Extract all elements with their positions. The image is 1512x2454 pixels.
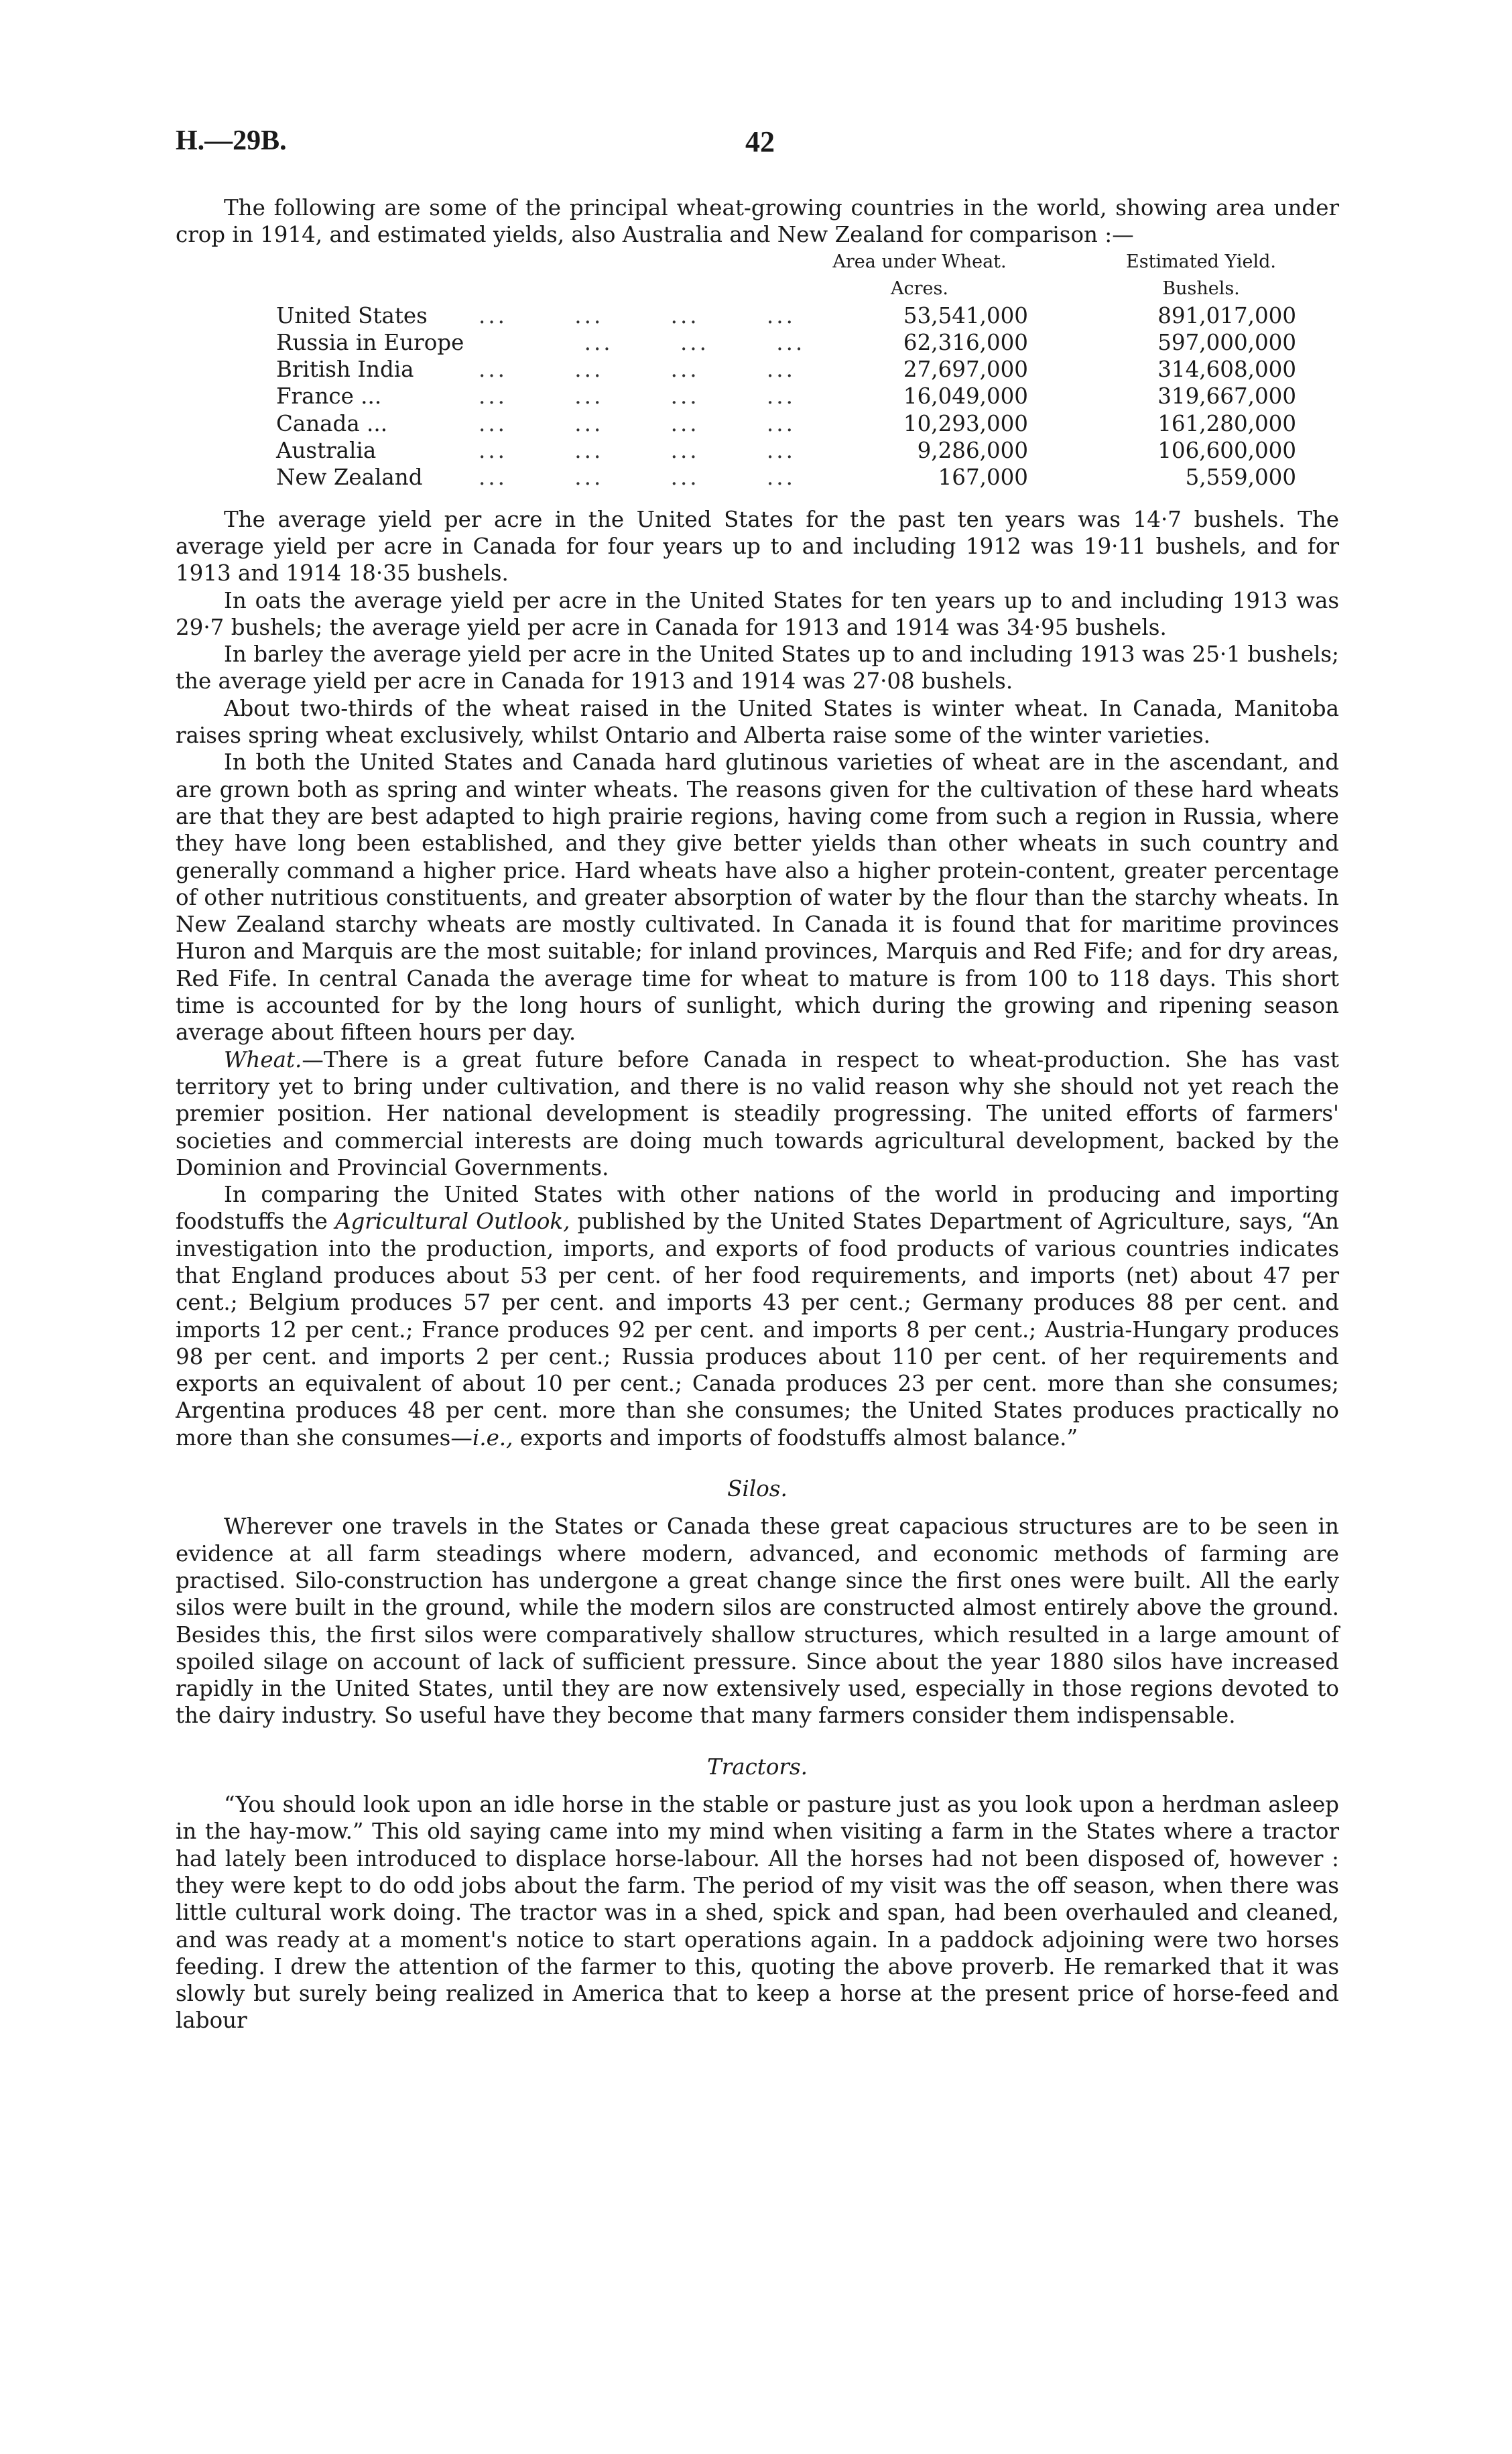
leader-dots: ... ... ... ... xyxy=(479,465,796,491)
table-row xyxy=(276,356,1296,383)
yield-cell: 5,559,000 xyxy=(1185,465,1296,491)
average-yield-paragraph: The average yield per acre in the United States for the past ten years was 14·7 bushels. The average yield per acre in Canada for four years up to and including 1912 was 19·11 bushels, and for 1913 and 1914 18·35 bushels. xyxy=(176,506,1339,587)
yield-cell: 314,608,000 xyxy=(1157,357,1296,383)
page-header xyxy=(176,125,1336,165)
area-unit-label: Acres. xyxy=(891,278,948,299)
acres-cell: 53,541,000 xyxy=(903,302,1028,328)
acres-cell: 9,286,000 xyxy=(917,438,1028,464)
country-cell: Canada ... xyxy=(276,410,388,436)
comparing-paragraph xyxy=(176,1181,1339,1451)
silos-paragraph: Wherever one travels in the States or Canada these great capacious structures are to be seen in evidence at all farm steadings where modern, advanced, and economic methods of farming are practised. Silo-construction has undergone a great change since the first ones were built. All the early silos were built in the ground, while the modern silos are constructed almost entirely above the ground. Besides this, the first silos were comparatively shallow structures, which resulted in a large amount of spoiled silage on account of lack of sufficient pressure. Since about the year 1880 silos have increased rapidly in the United States, until they are now extensively used, especially in those regions devoted to the dairy industry. So useful have they become that many farmers consider them indispensable. xyxy=(176,1514,1339,1729)
yield-cell: 597,000,000 xyxy=(1157,329,1296,355)
leader-dots: ... ... ... xyxy=(479,329,806,355)
yield-cell: 319,667,000 xyxy=(1157,383,1296,410)
comparing-text-part3: exports and imports of foodstuffs almost balance.” xyxy=(519,1424,1078,1451)
wheat-paragraph-text: —There is a great future before Canada in respect to wheat-production. She has vast territory yet to bring under cultivation, and there is no valid reason why she should not yet reach the premier position. Her national development is steadily progressing. The united efforts of farmers' societies and commercial interests are doing much towards agricultural development, backed by the Dominion and Provincial Governments. xyxy=(176,1046,1339,1180)
yield-heading-label: Estimated Yield. xyxy=(1126,251,1276,272)
area-heading-label: Area under Wheat. xyxy=(832,251,1007,272)
oats-paragraph: In oats the average yield per acre in the United States for ten years up to and including 1913 was 29·7 bushels; the average yield per acre in Canada for 1913 and 1914 was 34·95 bushels. xyxy=(176,587,1339,640)
tractors-paragraph: “You should look upon an idle horse in the stable or pasture just as you look upon a herdman asleep in the hay-mow.” This old saying came into my mind when visiting a farm in the States where a tractor had lately been introduced to displace horse-labour. All the horses had not been disposed of, however : they were kept to do odd jobs about the farm. The period of my visit was the off season, when there was little cultural work doing. The tractor was in a shed, spick and span, had been overhauled and cleaned, and was ready at a moment's notice to start operations again. In a paddock adjoining were two horses feeding. I drew the attention of the farmer to this, quoting the above proverb. He remarked that it was slowly but surely being realized in America that to keep a horse at the present price of horse-feed and labour xyxy=(176,1792,1339,2034)
intro-paragraph: The following are some of the principal wheat-growing countries in the world, showing area under crop in 1914, and estimated yields, also Australia and New Zealand for comparison :— xyxy=(176,195,1339,248)
acres-cell: 62,316,000 xyxy=(903,329,1028,355)
area-column-heading xyxy=(779,249,1060,302)
yield-unit-label: Bushels. xyxy=(1162,278,1240,299)
country-cell: British India xyxy=(276,357,414,383)
leader-dots: ... ... ... ... xyxy=(479,438,796,464)
ie-abbreviation: i.e., xyxy=(472,1424,513,1451)
table-column-headings xyxy=(176,249,1339,302)
leader-dots: ... ... ... ... xyxy=(479,410,796,436)
wheat-paragraph xyxy=(176,1046,1339,1181)
page-body xyxy=(176,194,1339,2034)
country-cell: France ... xyxy=(276,383,382,410)
silos-heading: Silos. xyxy=(727,1476,788,1502)
yield-column-heading xyxy=(1054,249,1348,302)
publication-title: Agricultural Outlook, xyxy=(335,1209,570,1235)
country-cell: Australia xyxy=(276,438,377,464)
barley-paragraph: In barley the average yield per acre in the United States up to and including 1913 was 25·1 bushels; the average yield per acre in Canada for 1913 and 1914 was 27·08 bushels. xyxy=(176,641,1339,694)
leader-dots: ... ... ... ... xyxy=(479,383,796,410)
table-row xyxy=(276,437,1296,464)
country-cell: United States xyxy=(276,302,428,328)
yield-cell: 891,017,000 xyxy=(1157,302,1296,328)
acres-cell: 27,697,000 xyxy=(903,357,1028,383)
leader-dots: ... ... ... ... xyxy=(479,302,796,328)
country-cell: New Zealand xyxy=(276,465,423,491)
wheat-run-in-heading: Wheat. xyxy=(224,1046,302,1072)
winter-wheat-paragraph: About two-thirds of the wheat raised in the United States is winter wheat. In Canada, Manitoba raises spring wheat exclusively, whilst Ontario and Alberta raise some of the winter varieties. xyxy=(176,695,1339,749)
table-row xyxy=(276,302,1296,329)
acres-cell: 10,293,000 xyxy=(903,410,1028,436)
report-reference: H.—29B. xyxy=(176,125,287,156)
hard-wheats-paragraph: In both the United States and Canada hard glutinous varieties of wheat are in the ascendant, and are grown both as spring and winter wheats. The reasons given for the cultivation of these hard wheats are that they are best adapted to high prairie regions, having come from such a region in Russia, where they have long been established, and they give better yields than other wheats in such country and generally command a higher price. Hard wheats have also a higher protein-content, greater percentage of other nutritious constituents, and greater absorption of water by the flour than the starchy wheats. In New Zealand starchy wheats are mostly cultivated. In Canada it is found that for maritime provinces Huron and Marquis are the most suitable; for inland provinces, Marquis and Red Fife; and for dry areas, Red Fife. In central Canada the average time for wheat to mature is from 100 to 118 days. This short time is accounted for by the long hours of sunlight, which during the growing and ripening season average about fifteen hours per day. xyxy=(176,749,1339,1046)
table-row xyxy=(276,410,1296,437)
yield-cell: 161,280,000 xyxy=(1157,410,1296,436)
comparing-text-part1: In comparing the United States with other nations of the world in producing and importing foodstuffs the xyxy=(176,1182,1339,1235)
country-cell: Russia in Europe xyxy=(276,329,464,355)
wheat-countries-table xyxy=(276,302,1296,491)
tractors-heading: Tractors. xyxy=(707,1754,808,1780)
table-row xyxy=(276,383,1296,410)
acres-cell: 167,000 xyxy=(938,465,1028,491)
table-row xyxy=(276,464,1296,491)
yield-cell: 106,600,000 xyxy=(1157,438,1296,464)
comparing-text-part2: published by the United States Department of Agriculture, says, “An investigation into the production, imports, and exports of food products of various countries indicates that England produces about 53 per cent. of her food requirements, and imports (net) about 47 per cent.; Belgium produces 57 per cent. and imports 43 per cent.; Germany produces 88 per cent. and imports 12 per cent.; France produces 92 per cent. and imports 8 per cent.; Austria-Hungary produces 98 per cent. and imports 2 per cent.; Russia produces about 110 per cent. of her requirements and exports an equivalent of about 10 per cent.; Canada produces 23 per cent. more than she consumes; Argentina produces 48 per cent. more than she consumes; the United States produces practically no more than she consumes— xyxy=(176,1209,1339,1451)
table-row xyxy=(276,329,1296,356)
acres-cell: 16,049,000 xyxy=(903,383,1028,410)
leader-dots: ... ... ... ... xyxy=(479,357,796,383)
page-number: 42 xyxy=(745,125,775,158)
